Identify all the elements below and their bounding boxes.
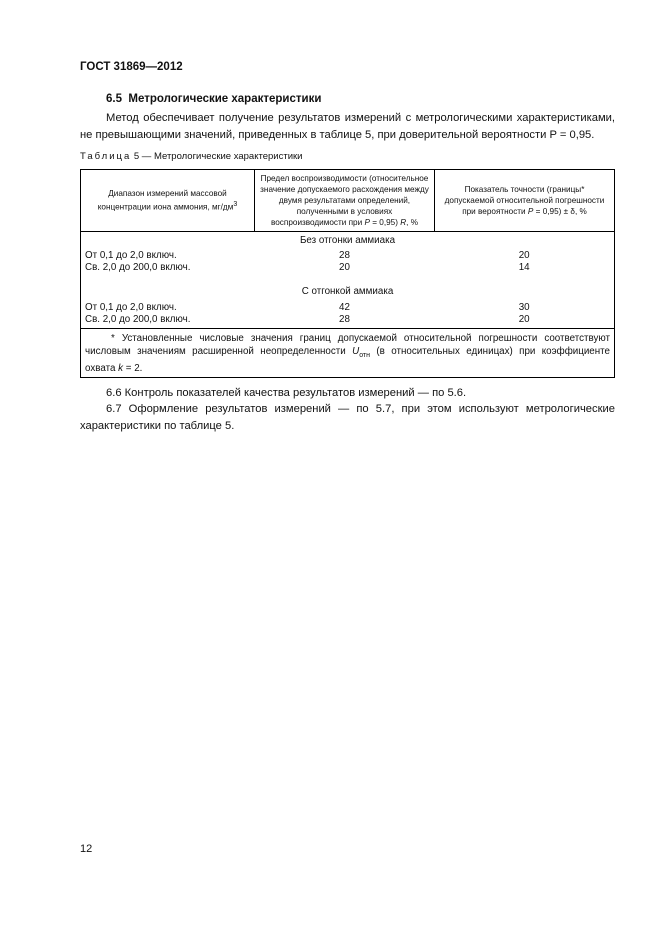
group-with-distillation	[81, 285, 614, 328]
group-title: С отгонкой аммиака	[301, 286, 394, 297]
range-cell: Св. 2,0 до 200,0 включ.	[85, 261, 191, 273]
reproducibility-cell: 28	[339, 250, 350, 261]
table-body	[81, 232, 615, 329]
paragraph-quality-control-text: 6.6 Контроль показателей качества результатов измерений — по 5.6.	[106, 387, 467, 399]
paragraph-results-format	[80, 401, 615, 435]
accuracy-cell: 20	[518, 250, 530, 261]
header-accuracy: Показатель точности (границы* допускаемой относительной погрешности при вероятности P = 0,95) ± δ, %	[435, 170, 615, 232]
range-cell: Св. 2,0 до 200,0 включ.	[85, 313, 191, 325]
group-title: Без отгонки аммиака	[299, 235, 396, 246]
header-range: Диапазон измерений массовой концентрации иона аммония, $мг/дм^3$	[81, 170, 255, 232]
table-caption-word: Таблица	[80, 151, 132, 162]
group-no-distillation	[81, 232, 614, 273]
paragraph-results-format-text: 6.7 Оформление результатов измерений — по 5.7, при этом используют метрологические характеристики по таблице 5.	[80, 403, 615, 432]
reproducibility-cell: 28	[339, 313, 350, 325]
page-number: 12	[80, 843, 93, 855]
section-title: Метрологические характеристики	[128, 93, 322, 105]
reproducibility-cell: 20	[339, 261, 350, 273]
document-id: ГОСТ 31869—2012	[80, 61, 183, 73]
table-footnote-row	[81, 329, 615, 378]
accuracy-cell: 14	[518, 261, 530, 273]
accuracy-cell: 30	[518, 302, 530, 313]
table-footnote: * Установленные числовые значения границ допускаемой относительной погрешности соответствуют числовым значениям расширенной неопределенности $U_{отн}$ (в относительных единицах) при коэффициенте охвата k = 2.	[81, 329, 615, 378]
table-header-row	[81, 170, 615, 232]
reproducibility-cell: 42	[339, 302, 350, 313]
accuracy-cell: 20	[518, 313, 530, 325]
range-cell: От 0,1 до 2,0 включ.	[85, 250, 177, 261]
section-number: 6.5	[106, 93, 122, 105]
metrology-table	[80, 169, 615, 378]
section-heading	[106, 93, 321, 105]
table-caption-rest: 5 — Метрологические характеристики	[131, 151, 303, 162]
table-body-row	[81, 232, 615, 329]
paragraph-method	[80, 110, 615, 144]
range-cell: От 0,1 до 2,0 включ.	[85, 302, 177, 313]
table-caption	[80, 151, 302, 162]
paragraph-quality-control	[80, 385, 615, 402]
paragraph-method-text: Метод обеспечивает получение результатов измерений с метрологическими характеристиками, не превышающими значений, приведенных в таблице 5, при доверительной вероятности P = 0,95.	[80, 112, 615, 141]
header-reproducibility: Предел воспроизводимости (относительное значение допускаемого расхождения между двумя результатами определений, полученными в условиях воспроизводимости при P = 0,95) R, %	[255, 170, 435, 232]
